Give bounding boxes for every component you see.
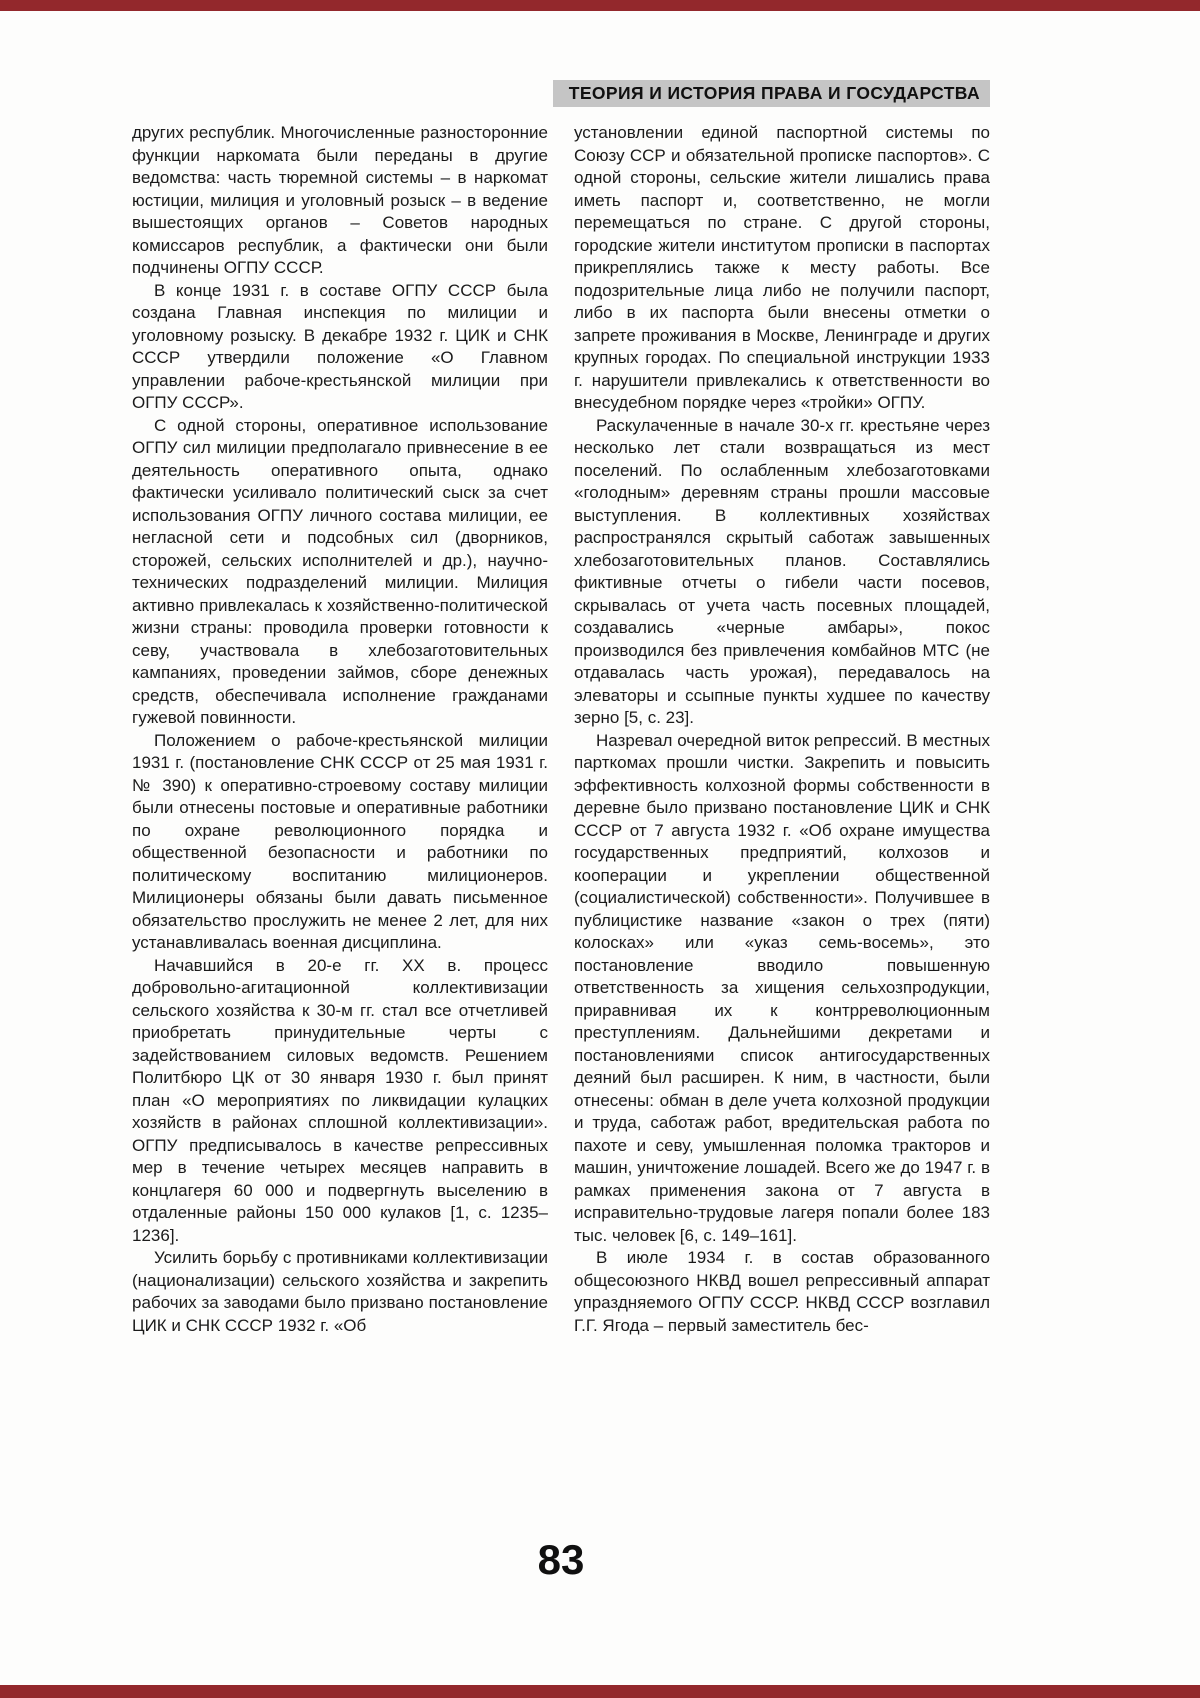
- page-number: 83: [537, 1536, 585, 1583]
- paragraph-left-3: С одной стороны, оперативное использование ОГПУ сил милиции предполагало привнесение в ее деятельность оперативного опыта, однако фактически усиливало политический сыск за счет использования ОГПУ личного состава милиции, ее негласной сети и подсобных сил (дворников, сторожей, сельских исполнителей и др.), научно-технических подразделений милиции. Милиция активно привлекалась к хозяйственно-политической жизни страны: проводила проверки готовности к севу, участвовала в хлебозаготовительных кампаниях, проведении займов, сборе денежных средств, обеспечивала исполнение гражданами гужевой повинности.: [132, 415, 548, 727]
- section-title: ТЕОРИЯ И ИСТОРИЯ ПРАВА И ГОСУДАРСТВА: [553, 80, 990, 107]
- paragraph-right-1: установлении единой паспортной системы по Союзу ССР и обязательной прописке паспортов». С одной стороны, сельские жители лишались права иметь паспорт и, соответственно, не могли перемещаться по стране. С другой стороны, городские жители институтом прописки в паспортах прикреплялись также к месту работы. Все подозрительные лица либо не получили паспорт, либо в их паспорта были внесены отметки о запрете проживания в Москве, Ленинграде и других крупных городах. По специальной инструкции 1933 г. нарушители привлекались к ответственности во внесудебном порядке через «тройки» ОГПУ.: [574, 123, 990, 412]
- bottom-edge-bar: [0, 1685, 1200, 1698]
- paragraph-right-2: Раскулаченные в начале 30-х гг. крестьяне через несколько лет стали возвращаться из мест поселений. По ослабленным хлебозаготовками «голодным» деревням страны прошли массовые выступления. В коллективных хозяйствах распространялся скрытый саботаж завышенных хлебозаготовительных планов. Составлялись фиктивные отчеты о гибели части посевов, скрывалась от учета часть посевных площадей, создавались «черные амбары», покос производился без привлечения комбайнов МТС (не отдавалась часть урожая), передавалось на элеваторы и ссыпные пункты худшее по качеству зерно [5, с. 23].: [574, 415, 990, 727]
- paragraph-left-4: Положением о рабоче-крестьянской милиции 1931 г. (постановление СНК СССР от 25 мая 1931 г. № 390) к оперативно-строевому составу милиции были отнесены постовые и оперативные работники по охране революционного порядка и общественной безопасности и работники по политическому воспитанию милиционеров. Милиционеры обязаны были давать письменное обязательство прослужить не менее 2 лет, для них устанавливалась военная дисциплина.: [132, 730, 548, 952]
- paragraph-left-1: других республик. Многочисленные разносторонние функции наркомата были переданы в другие ведомства: часть тюремной системы – в наркомат юстиции, милиция и уголовный розыск – в ведение вышестоящих органов – Советов народных комиссаров республик, а фактически они были подчинены ОГПУ СССР.: [132, 123, 548, 277]
- article-body: [132, 122, 990, 1337]
- paragraph-left-5: Начавшийся в 20-е гг. XX в. процесс добровольно-агитационной коллективизации сельского хозяйства к 30-м гг. стал все отчетливей приобретать принудительные черты с задействованием силовых ведомств. Решением Политбюро ЦК от 30 января 1930 г. был принят план «О мероприятиях по ликвидации кулацких хозяйств в районах сплошной коллективизации». ОГПУ предписывалось в качестве репрессивных мер в течение четырех месяцев направить в концлагеря 60 000 и подвергнуть выселению в отдаленные районы 150 000 кулаков [1, с. 1235–1236].: [132, 955, 548, 1245]
- column-right: [574, 122, 990, 1337]
- running-header: [132, 80, 990, 107]
- paragraph-right-3: Назревал очередной виток репрессий. В местных парткомах прошли чистки. Закрепить и повысить эффективность колхозной формы собственности в деревне было призвано постановление ЦИК и СНК СССР от 7 августа 1932 г. «Об охране имущества государственных предприятий, колхозов и кооперации и укреплении общественной (социалистической) собственности». Получившее в публицистике название «закон о трех (пяти) колосках» или «указ семь-восемь», это постановление вводило повышенную ответственность за хищения сельхозпродукции, приравнивая их к контрреволюционным преступлениям. Дальнейшими декретами и постановлениями список антигосударственных деяний был расширен. К ним, в частности, были отнесены: обман в деле учета колхозной продукции и труда, саботаж работ, вредительская работа по пахоте и севу, умышленная поломка тракторов и машин, уничтожение лошадей. Всего же до 1947 г. в рамках применения закона от 7 августа в исправительно-трудовые лагеря попали более 183 тыс. человек [6, с. 149–161].: [574, 730, 990, 1245]
- top-edge-bar: [0, 0, 1200, 11]
- paragraph-left-2: В конце 1931 г. в составе ОГПУ СССР была создана Главная инспекция по милиции и уголовному розыску. В декабре 1932 г. ЦИК и СНК СССР утвердили положение «О Главном управлении рабоче-крестьянской милиции при ОГПУ СССР».: [132, 280, 548, 412]
- paragraph-left-6: Усилить борьбу с противниками коллективизации (национализации) сельского хозяйства и закрепить рабочих за заводами было призвано постановление ЦИК и СНК СССР 1932 г. «Об: [132, 1248, 548, 1335]
- paragraph-right-4: В июле 1934 г. в состав образованного общесоюзного НКВД вошел репрессивный аппарат упраздняемого ОГПУ СССР. НКВД СССР возглавил Г.Г. Ягода – первый заместитель бес-: [574, 1248, 990, 1335]
- column-left: [132, 122, 548, 1337]
